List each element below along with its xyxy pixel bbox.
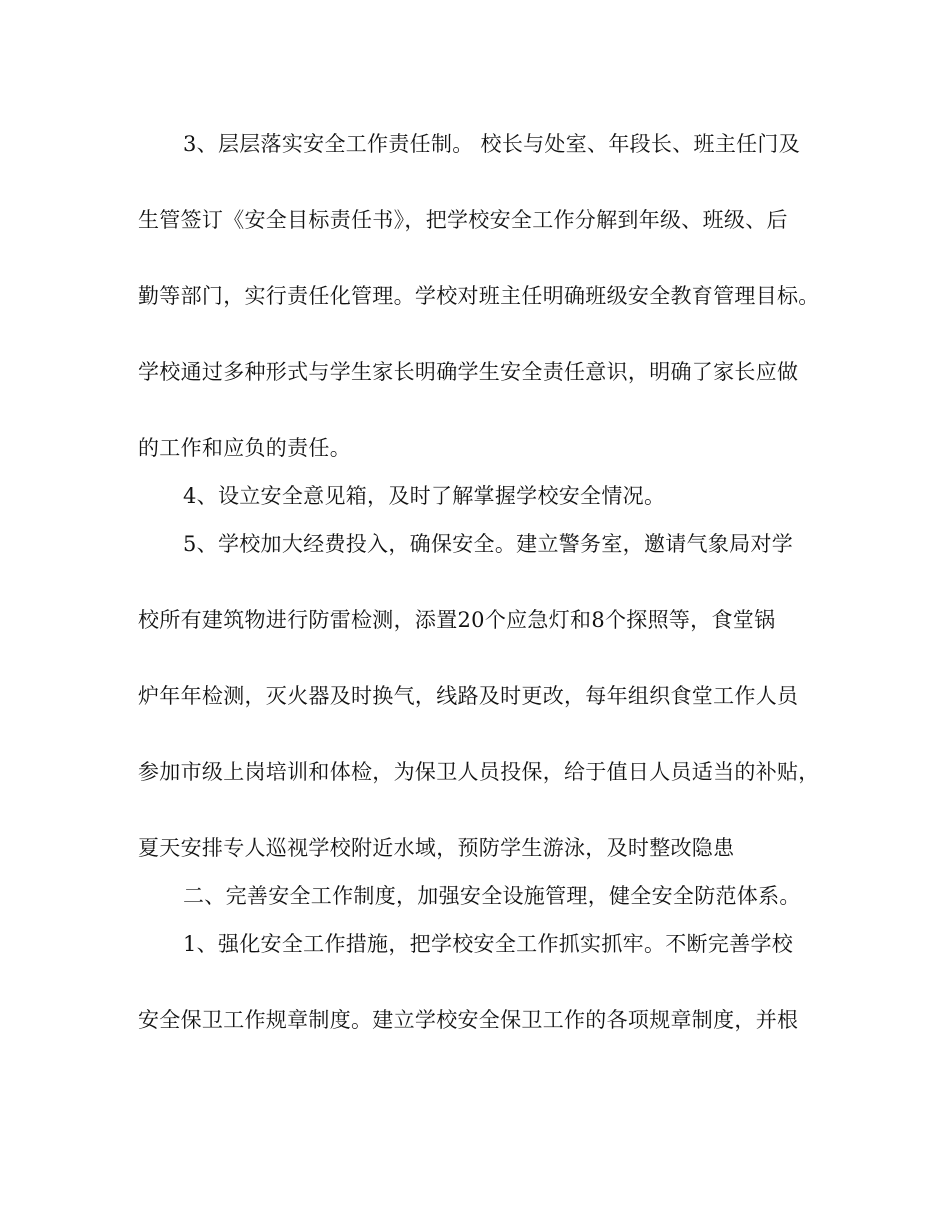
document-body <box>138 124 828 1040</box>
paragraph-line-1: 3、层层落实安全工作责任制。 校长与处室、年段长、班主任门及 <box>183 132 801 156</box>
paragraph-line-13: 1、强化安全工作措施，把学校安全工作抓实抓牢。不断完善学校 <box>183 932 794 956</box>
paragraph-line-14: 安全保卫工作规章制度。建立学校安全保卫工作的各项规章制度，并根 <box>138 1008 799 1032</box>
paragraph-line-2: 生管签订《安全目标责任书》，把学校安全工作分解到年级、班级、后 <box>138 208 788 232</box>
paragraph-line-9: 炉年年检测，灭火器及时换气，线路及时更改，每年组织食堂工作人员 <box>138 684 799 708</box>
paragraph-line-10: 参加市级上岗培训和体检，为保卫人员投保，给于值日人员适当的补贴， <box>138 760 820 784</box>
paragraph-line-4: 学校通过多种形式与学生家长明确学生安全责任意识，明确了家长应做 <box>138 360 799 384</box>
paragraph-line-5: 的工作和应负的责任。 <box>138 436 351 460</box>
paragraph-line-6: 4、设立安全意见箱，及时了解掌握学校安全情况。 <box>183 484 666 508</box>
section-heading: 二、完善安全工作制度，加强安全设施管理，健全安全防范体系。 <box>183 884 801 908</box>
paragraph-line-11: 夏天安排专人巡视学校附近水域，预防学生游泳，及时整改隐患 <box>138 836 735 860</box>
paragraph-line-7: 5、学校加大经费投入，确保安全。建立警务室，邀请气象局对学 <box>183 532 794 556</box>
paragraph-line-8: 校所有建筑物进行防雷检测，添置20个应急灯和8个探照等，食堂锅 <box>138 608 776 632</box>
paragraph-line-3: 勤等部门，实行责任化管理。学校对班主任明确班级安全教育管理目标。 <box>138 284 820 308</box>
